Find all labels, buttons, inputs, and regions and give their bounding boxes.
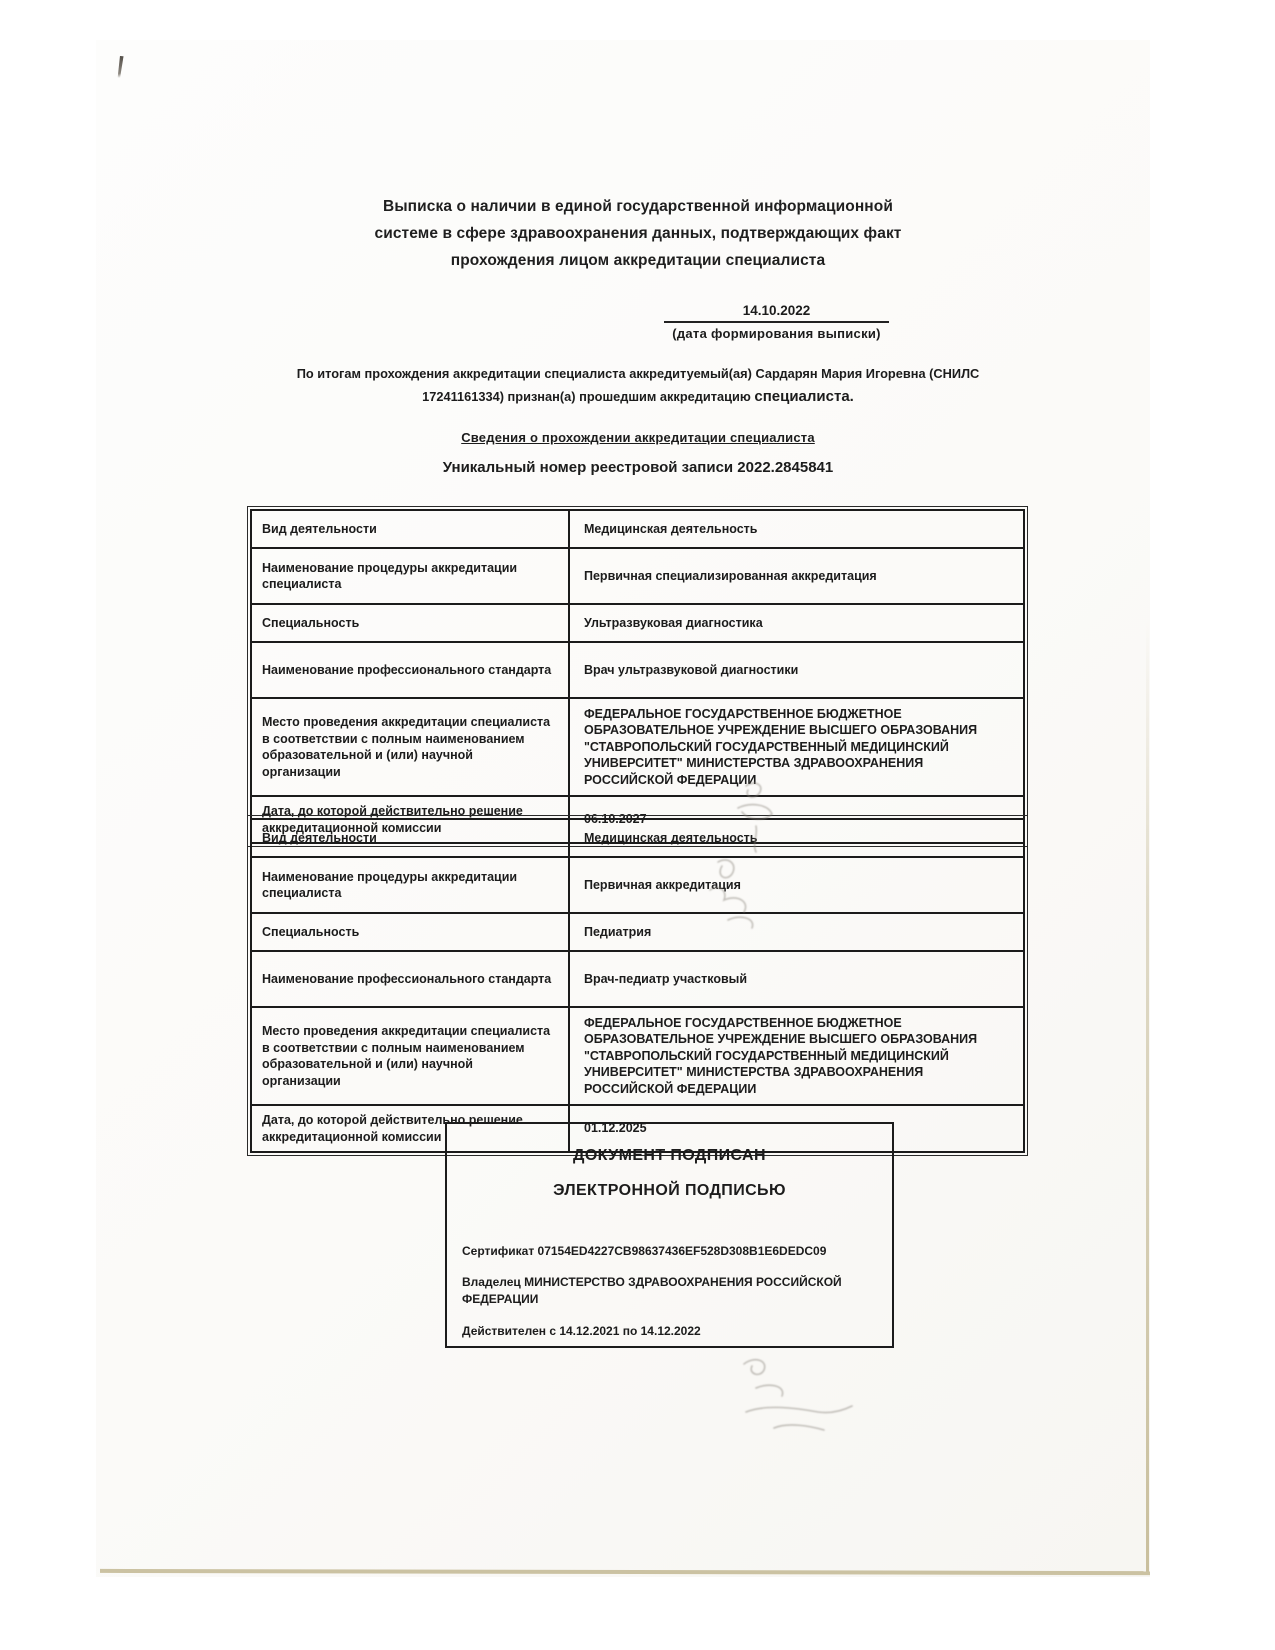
row-label: Дата, до которой действительно решение аккредитационной комиссии	[251, 796, 569, 843]
row-label: Наименование процедуры аккредитации специалиста	[251, 548, 569, 604]
row-label: Наименование профессионального стандарта	[251, 642, 569, 698]
row-value: Врач-педиатр участковый	[569, 951, 1024, 1007]
row-value: Медицинская деятельность	[569, 510, 1024, 548]
document-title-line: прохождения лицом аккредитации специалиста	[450, 252, 826, 269]
table-row	[251, 1007, 1024, 1105]
row-label: Вид деятельности	[251, 819, 569, 857]
intro-line-2-text: 17241161334) признан(а) прошедшим аккредитацию	[422, 389, 755, 404]
intro-line-2-emphasis: специалиста.	[754, 388, 854, 405]
accreditation-table-2	[247, 815, 1028, 1156]
stamp-artifact	[726, 1352, 861, 1452]
paper-edge-right	[1146, 620, 1149, 1574]
row-value: 01.12.2025	[569, 1105, 1024, 1152]
intro-paragraph	[228, 362, 1048, 408]
table-row	[251, 698, 1024, 796]
row-label: Специальность	[251, 913, 569, 951]
row-label: Наименование процедуры аккредитации специалиста	[251, 857, 569, 913]
extract-date-block	[664, 303, 889, 341]
registry-number-line: Уникальный номер реестровой записи 2022.2845841	[442, 459, 834, 476]
signature-heading-2: ЭЛЕКТРОННОЙ ПОДПИСЬЮ	[553, 1182, 786, 1199]
row-value: Первичная специализированная аккредитация	[569, 548, 1024, 604]
row-label: Наименование профессионального стандарта	[251, 951, 569, 1007]
signature-heading-1: ДОКУМЕНТ ПОДПИСАН	[573, 1147, 766, 1164]
row-value: Медицинская деятельность	[569, 819, 1024, 857]
row-value: Ультразвуковая диагностика	[569, 604, 1024, 642]
row-value: ФЕДЕРАЛЬНОЕ ГОСУДАРСТВЕННОЕ БЮДЖЕТНОЕ ОБРАЗОВАТЕЛЬНОЕ УЧРЕЖДЕНИЕ ВЫСШЕГО ОБРАЗОВАНИЯ "СТАВРОПОЛЬСКИЙ ГОСУДАРСТВЕННЫЙ МЕДИЦИНСКИЙ УНИВЕРСИТЕТ" МИНИСТЕРСТВА ЗДРАВООХРАНЕНИЯ РОССИЙСКОЙ ФЕДЕРАЦИИ	[569, 698, 1024, 796]
signature-validity: Действителен с 14.12.2021 по 14.12.2022	[462, 1324, 701, 1338]
document-title-line: системе в сфере здравоохранения данных, подтверждающих факт	[374, 225, 902, 242]
table-row	[251, 604, 1024, 642]
intro-line-2	[228, 385, 1048, 408]
extract-date-caption: (дата формирования выписки)	[672, 326, 881, 341]
accreditation-table-1	[247, 506, 1028, 847]
table-row	[251, 548, 1024, 604]
row-value: Врач ультразвуковой диагностики	[569, 642, 1024, 698]
extract-date: 14.10.2022	[664, 303, 889, 323]
intro-line-1: По итогам прохождения аккредитации специалиста аккредитуемый(ая) Сардарян Мария Игоревна (СНИЛС	[296, 366, 980, 381]
row-value: Первичная аккредитация	[569, 857, 1024, 913]
table-row	[251, 819, 1024, 857]
electronic-signature-box	[445, 1122, 894, 1348]
document-title-line: Выписка о наличии в единой государственной информационной	[383, 198, 893, 215]
document-title	[248, 193, 1028, 274]
row-label: Место проведения аккредитации специалиста в соответствии с полным наименованием образовательной и (или) научной организации	[251, 1007, 569, 1105]
row-label: Дата, до которой действительно решение аккредитационной комиссии	[251, 1105, 569, 1152]
table-row	[251, 951, 1024, 1007]
table-row	[251, 510, 1024, 548]
table-row	[251, 642, 1024, 698]
row-value: Педиатрия	[569, 913, 1024, 951]
table-row	[251, 913, 1024, 951]
signature-owner: Владелец МИНИСТЕРСТВО ЗДРАВООХРАНЕНИЯ РОССИЙСКОЙ ФЕДЕРАЦИИ	[462, 1275, 842, 1306]
stamp-artifact	[698, 778, 813, 938]
signature-certificate: Сертификат 07154ED4227CB98637436EF528D308B1E6DEDC09	[462, 1244, 827, 1258]
table-row	[251, 857, 1024, 913]
row-value: ФЕДЕРАЛЬНОЕ ГОСУДАРСТВЕННОЕ БЮДЖЕТНОЕ ОБРАЗОВАТЕЛЬНОЕ УЧРЕЖДЕНИЕ ВЫСШЕГО ОБРАЗОВАНИЯ "СТАВРОПОЛЬСКИЙ ГОСУДАРСТВЕННЫЙ МЕДИЦИНСКИЙ УНИВЕРСИТЕТ" МИНИСТЕРСТВА ЗДРАВООХРАНЕНИЯ РОССИЙСКОЙ ФЕДЕРАЦИИ	[569, 1007, 1024, 1105]
row-value: 06.10.2027	[569, 796, 1024, 843]
row-label: Место проведения аккредитации специалиста в соответствии с полным наименованием образовательной и (или) научной организации	[251, 698, 569, 796]
row-label: Вид деятельности	[251, 510, 569, 548]
row-label: Специальность	[251, 604, 569, 642]
section-heading: Сведения о прохождении аккредитации специалиста	[461, 430, 815, 445]
